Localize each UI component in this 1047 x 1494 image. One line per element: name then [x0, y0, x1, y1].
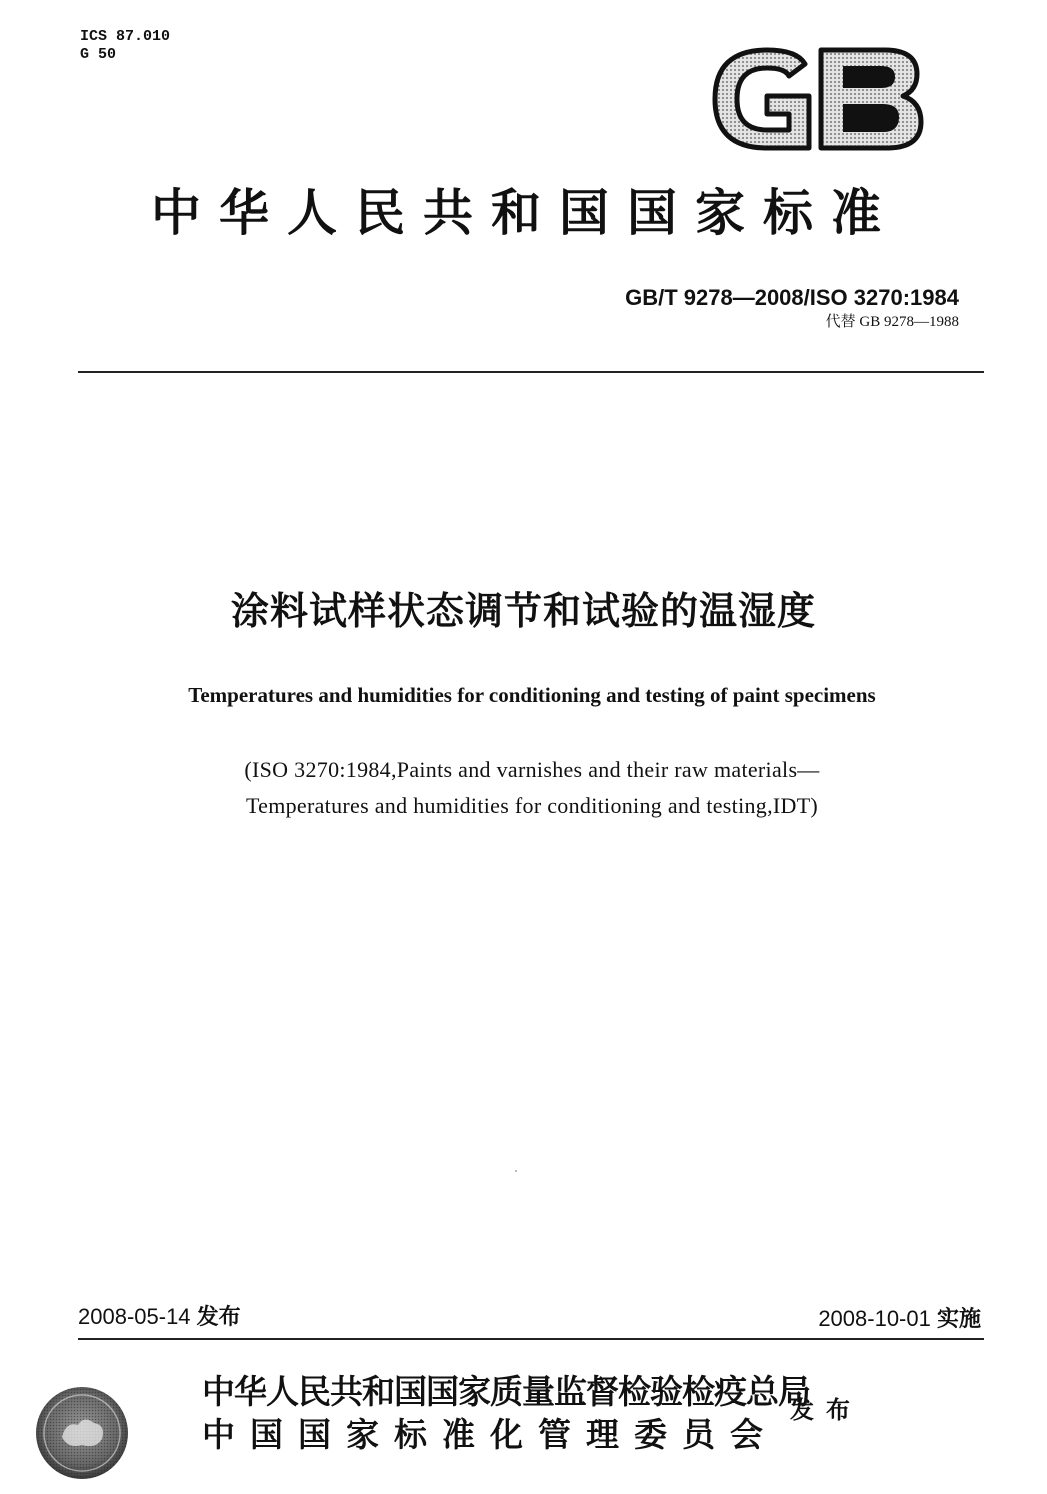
replaces-standard: 代替 GB 9278—1988 [825, 314, 959, 330]
class-code: G 50 [80, 46, 117, 63]
iso-reference-line-2: Temperatures and humidities for conditioning and testing,IDT) [245, 793, 819, 818]
title-english: Temperatures and humidities for conditioning and testing of paint specimens [188, 683, 876, 707]
top-divider [78, 371, 984, 373]
national-standard-title: 中华人民共和国国家标准 [151, 184, 899, 242]
ics-code: ICS 87.010 [80, 28, 171, 45]
implement-date-block [818, 1306, 981, 1333]
publisher-line-1: 中华人民共和国国家质量监督检验检疫总局 [202, 1372, 810, 1411]
official-seal-icon [34, 1385, 130, 1481]
publish-label: 发布 [790, 1396, 862, 1424]
issue-date: 2008-05-14 [78, 1304, 191, 1329]
issue-date-block [78, 1304, 241, 1331]
standard-number: GB/T 9278—2008/ISO 3270:1984 [625, 285, 959, 310]
implement-date: 2008-10-01 [818, 1306, 931, 1331]
issue-date-label: 发布 [196, 1305, 241, 1330]
iso-reference-line-1: (ISO 3270:1984,Paints and varnishes and their raw materials— [244, 757, 820, 782]
bottom-divider [78, 1338, 984, 1340]
title-chinese: 涂料试样状态调节和试验的温湿度 [230, 589, 816, 633]
publisher-line-2: 中国国家标准化管理委员会 [202, 1415, 778, 1454]
classification-codes [80, 28, 170, 64]
implement-date-label: 实施 [936, 1307, 981, 1332]
scan-speck [515, 1170, 517, 1172]
gb-logo-icon [705, 44, 927, 154]
